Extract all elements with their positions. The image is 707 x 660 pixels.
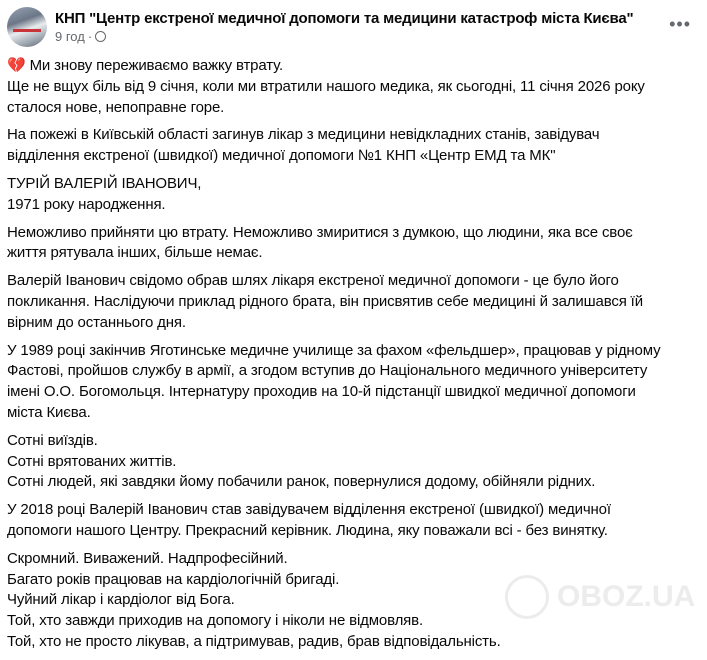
text-line — [7, 292, 660, 313]
text-line — [7, 56, 660, 77]
text-line — [7, 146, 660, 167]
line-text: життя рятувала інших, більше немає. — [7, 244, 263, 262]
separator: · — [87, 29, 93, 44]
globe-icon — [95, 31, 106, 42]
post-paragraph — [7, 500, 660, 542]
text-line — [7, 98, 660, 119]
line-text: Фастові, пройшов службу в армії, а згодом вступив до Національного медичного університету — [7, 362, 648, 380]
line-text: міста Києва. — [7, 403, 91, 421]
line-text: допомоги нашого Центру. Прекрасний керівник. Людина, яку поважали всі - без винятку. — [7, 521, 608, 539]
post-meta — [55, 29, 633, 44]
text-line — [7, 521, 660, 542]
post-paragraph — [7, 56, 660, 118]
line-text: 1971 року народження. — [7, 195, 166, 213]
author-name[interactable]: КНП "Центр екстреної медичної допомоги та медицини катастроф міста Києва" — [55, 10, 634, 27]
globe-logo-icon — [505, 575, 549, 619]
line-text: Неможливо прийняти цю втрату. Неможливо змиритися з думкою, що людини, яка все своє — [7, 223, 633, 241]
line-text: відділення екстреної (швидкої) медичної допомоги №1 КНП «Центр ЕМД та МК" — [7, 147, 556, 165]
avatar[interactable] — [7, 7, 47, 47]
line-text: вірним до останнього дня. — [7, 313, 186, 331]
line-text: Той, хто не просто лікував, а підтримував, радив, брав відповідальність. — [7, 632, 501, 650]
text-line — [7, 431, 660, 452]
post-paragraph — [7, 341, 660, 424]
text-line — [7, 452, 660, 473]
text-line — [7, 500, 660, 521]
post-paragraph — [7, 125, 660, 167]
line-text: Ще не вщух біль від 9 січня, коли ми втратили нашого медика, як сьогодні, 11 січня 2026 року — [7, 77, 645, 95]
text-line — [7, 243, 660, 264]
text-line — [7, 632, 660, 653]
text-line — [7, 223, 660, 244]
line-text: сталося нове, непоправне горе. — [7, 98, 225, 116]
text-line — [7, 125, 660, 146]
line-text: ТУРІЙ ВАЛЕРІЙ ІВАНОВИЧ, — [7, 174, 202, 192]
post-paragraph — [7, 174, 660, 216]
broken-heart-icon: 💔 — [7, 57, 26, 74]
post-body — [7, 56, 660, 660]
text-line — [7, 549, 660, 570]
line-text: Той, хто завжди приходив на допомогу і ніколи не відмовляв. — [7, 612, 423, 630]
line-text: Сотні людей, які завдяки йому побачили ранок, повернулися додому, обійняли рідних. — [7, 473, 596, 491]
post-paragraph — [7, 431, 660, 493]
line-text: Валерій Іванович свідомо обрав шлях лікаря екстреної медичної допомоги - це було його — [7, 272, 619, 290]
text-line — [7, 382, 660, 403]
text-line — [7, 195, 660, 216]
text-line — [7, 271, 660, 292]
post-paragraph — [7, 271, 660, 333]
line-text: Сотні виїздів. — [7, 431, 98, 449]
text-line — [7, 174, 660, 195]
more-options-button[interactable]: ••• — [669, 14, 691, 34]
line-text: імені О.О. Богомольця. Інтернатуру проходив на 10-й підстанції швидкої медичної допомоги — [7, 383, 636, 401]
post-time[interactable]: 9 год — [55, 29, 85, 44]
line-text: Ми знову переживаємо важку втрату. — [29, 57, 283, 74]
watermark-text: OBOZ.UA — [557, 580, 696, 613]
line-text: Скромний. Виважений. Надпрофесійний. — [7, 549, 288, 567]
text-line — [7, 313, 660, 334]
post-header — [7, 4, 633, 50]
line-text: На пожежі в Київській області загинув лікар з медицини невідкладних станів, завідувач — [7, 126, 600, 144]
text-line — [7, 341, 660, 362]
line-text: Сотні врятованих життів. — [7, 452, 177, 470]
line-text: Багато років працював на кардіологічній бригаді. — [7, 570, 340, 588]
line-text: покликання. Наслідуючи приклад рідного брата, він присвятив себе медицині й залишався їй — [7, 292, 643, 310]
text-line — [7, 472, 660, 493]
text-line — [7, 403, 660, 424]
text-line — [7, 77, 660, 98]
watermark — [505, 575, 695, 619]
line-text: Чуйний лікар і кардіолог від Бога. — [7, 591, 235, 609]
post-paragraph — [7, 223, 660, 265]
line-text: У 1989 році закінчив Яготинське медичне училище за фахом «фельдшер», працював у рідному — [7, 341, 661, 359]
line-text: У 2018 році Валерій Іванович став завідувачем відділення екстреної (швидкої) медичної — [7, 501, 611, 519]
text-line — [7, 361, 660, 382]
